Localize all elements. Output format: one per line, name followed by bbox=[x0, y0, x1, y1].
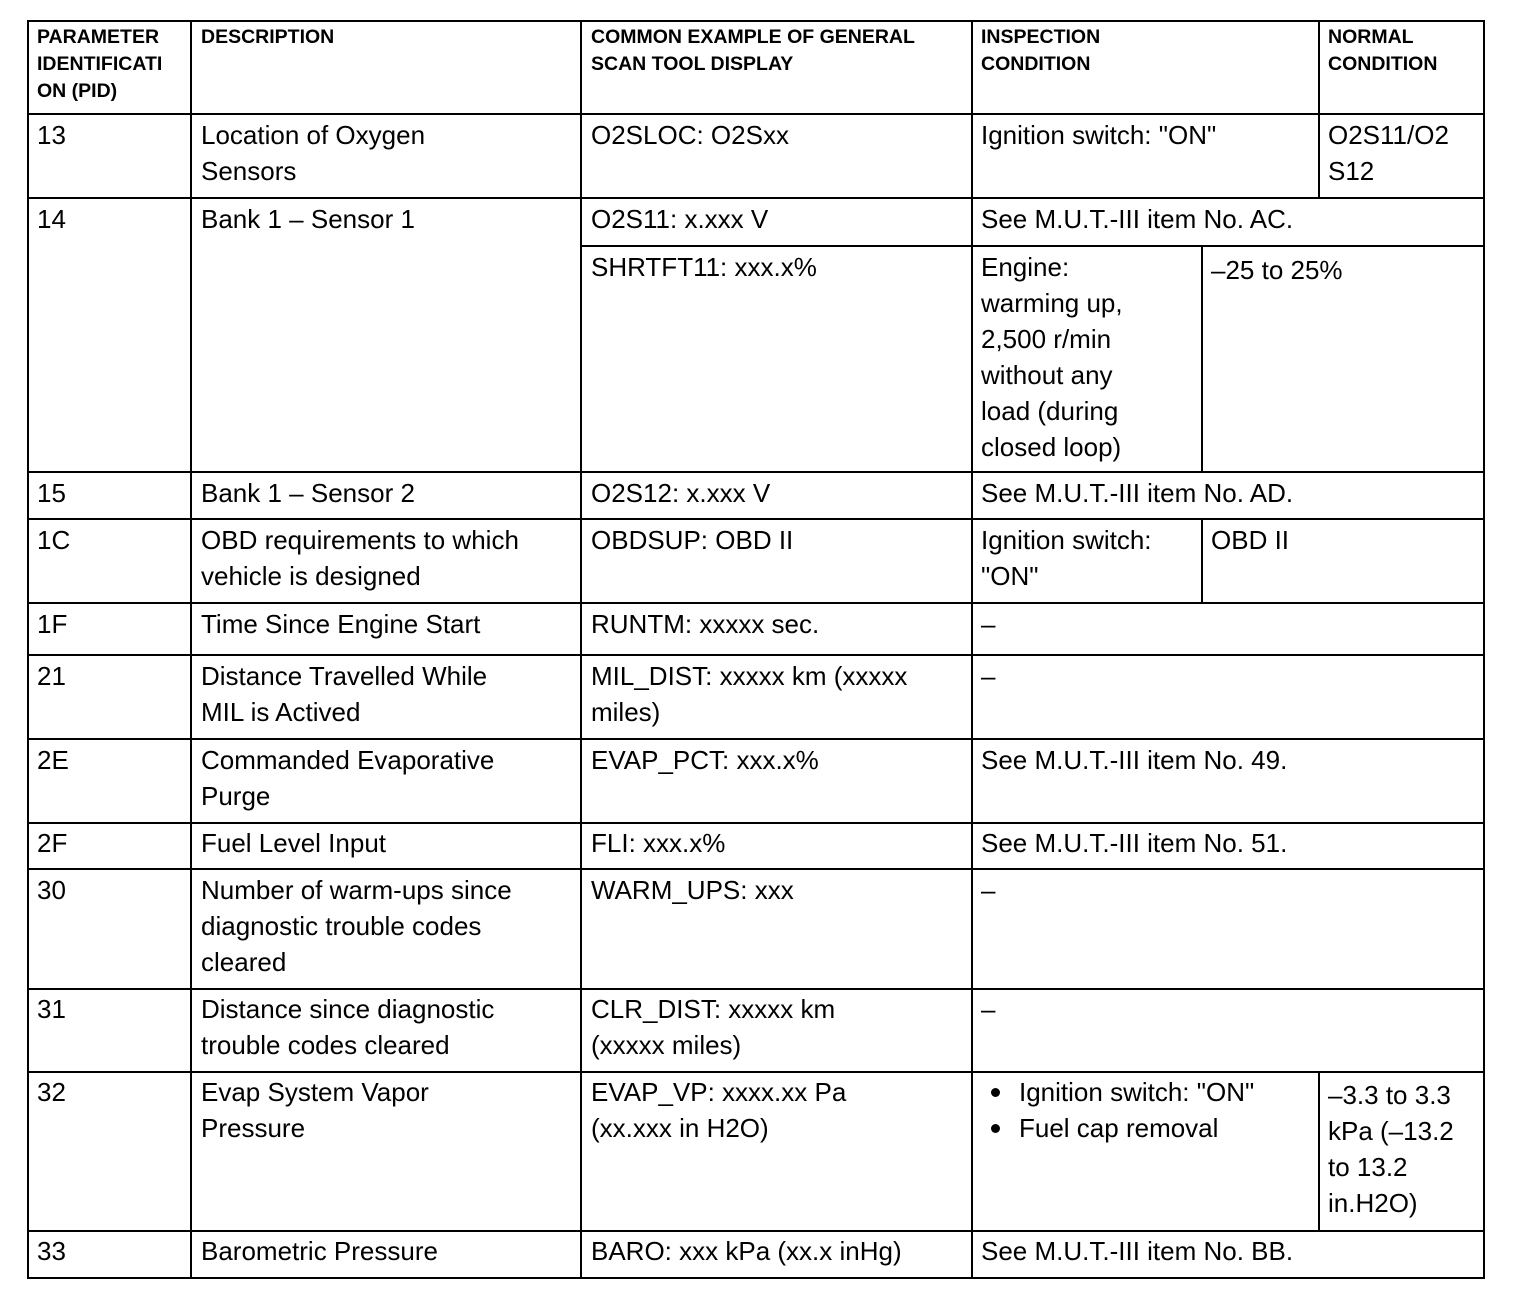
bullet-text: Ignition switch: "ON" bbox=[1019, 1077, 1255, 1107]
description-cell: Barometric Pressure bbox=[201, 1236, 438, 1266]
inspection-bullet-list bbox=[981, 1074, 1254, 1146]
row-divider bbox=[27, 197, 1485, 199]
display-cell: MIL_DIST: xxxxx km (xxxxx miles) bbox=[591, 661, 908, 727]
column-divider-normal bbox=[1201, 518, 1203, 604]
header-normal-condition: NORMAL CONDITION bbox=[1328, 26, 1438, 75]
table-border-bottom bbox=[27, 1277, 1485, 1279]
bullet-icon bbox=[991, 1124, 1000, 1133]
description-cell: Number of warm-ups since diagnostic trouble codes cleared bbox=[201, 875, 512, 977]
condition-spanned-cell: See M.U.T.-III item No. 49. bbox=[981, 745, 1288, 775]
pid-cell: 1F bbox=[37, 609, 68, 639]
column-divider bbox=[580, 20, 582, 1279]
subrow-divider bbox=[580, 245, 1485, 247]
header-inspection-condition: INSPECTION CONDITION bbox=[981, 26, 1101, 75]
row-divider bbox=[27, 822, 1485, 824]
table-border-left bbox=[27, 20, 29, 1279]
condition-spanned-cell: See M.U.T.-III item No. AC. bbox=[981, 204, 1294, 234]
inspection-cell: Ignition switch: "ON" bbox=[981, 120, 1217, 150]
description-cell: Time Since Engine Start bbox=[201, 609, 481, 639]
condition-spanned-cell: See M.U.T.-III item No. AD. bbox=[981, 478, 1294, 508]
display-cell: O2SLOC: O2Sxx bbox=[591, 120, 789, 150]
row-divider bbox=[27, 868, 1485, 870]
pid-cell: 31 bbox=[37, 994, 66, 1024]
row-divider bbox=[27, 988, 1485, 990]
pid-cell: 2F bbox=[37, 828, 68, 858]
table-border-right bbox=[1483, 20, 1485, 1279]
display-cell: FLI: xxx.x% bbox=[591, 828, 726, 858]
inspection-cell: Engine: warming up, 2,500 r/min without any load (during closed loop) bbox=[981, 252, 1123, 462]
column-divider-normal bbox=[1318, 20, 1320, 199]
display-cell: WARM_UPS: xxx bbox=[591, 875, 794, 905]
description-cell: Evap System Vapor Pressure bbox=[201, 1077, 429, 1143]
row-divider bbox=[27, 518, 1485, 520]
column-divider bbox=[190, 20, 192, 1279]
description-cell: Distance Travelled While MIL is Actived bbox=[201, 661, 488, 727]
column-divider-normal bbox=[1318, 1071, 1320, 1232]
normal-cell: –25 to 25% bbox=[1211, 255, 1343, 285]
bullet-item bbox=[981, 1074, 1254, 1110]
normal-cell: –3.3 to 3.3 kPa (–13.2 to 13.2 in.H2O) bbox=[1328, 1080, 1454, 1218]
display-cell: RUNTM: xxxxx sec. bbox=[591, 609, 820, 639]
pid-cell: 14 bbox=[37, 204, 66, 234]
column-divider-normal bbox=[1201, 245, 1203, 473]
description-cell: OBD requirements to which vehicle is designed bbox=[201, 525, 519, 591]
row-divider bbox=[27, 113, 1485, 115]
display-cell: EVAP_PCT: xxx.x% bbox=[591, 745, 819, 775]
condition-spanned-cell: – bbox=[981, 609, 996, 639]
display-cell: CLR_DIST: xxxxx km (xxxxx miles) bbox=[591, 994, 836, 1060]
description-cell: Distance since diagnostic trouble codes cleared bbox=[201, 994, 495, 1060]
display-cell: O2S12: x.xxx V bbox=[591, 478, 771, 508]
display-cell: BARO: xxx kPa (xx.x inHg) bbox=[591, 1236, 902, 1266]
description-cell: Fuel Level Input bbox=[201, 828, 387, 858]
description-cell: Bank 1 – Sensor 2 bbox=[201, 478, 415, 508]
header-pid: PARAMETER IDENTIFICATI ON (PID) bbox=[37, 26, 163, 102]
display-cell: OBDSUP: OBD II bbox=[591, 525, 794, 555]
row-divider bbox=[27, 602, 1485, 604]
pid-cell: 21 bbox=[37, 661, 66, 691]
column-divider bbox=[971, 20, 973, 1279]
row-divider bbox=[27, 654, 1485, 656]
bullet-text: Fuel cap removal bbox=[1019, 1113, 1219, 1143]
pid-cell: 1C bbox=[37, 525, 71, 555]
description-cell: Commanded Evaporative Purge bbox=[201, 745, 495, 811]
normal-cell: OBD II bbox=[1211, 525, 1290, 555]
pid-cell: 30 bbox=[37, 875, 66, 905]
description-cell: Bank 1 – Sensor 1 bbox=[201, 204, 415, 234]
condition-spanned-cell: See M.U.T.-III item No. BB. bbox=[981, 1236, 1294, 1266]
row-divider bbox=[27, 738, 1485, 740]
normal-cell: O2S11/O2 S12 bbox=[1328, 120, 1449, 186]
bullet-icon bbox=[991, 1088, 1000, 1097]
pid-cell: 15 bbox=[37, 478, 66, 508]
condition-spanned-cell: – bbox=[981, 661, 996, 691]
condition-spanned-cell: – bbox=[981, 994, 996, 1024]
pid-cell: 33 bbox=[37, 1236, 66, 1266]
inspection-cell: Ignition switch: "ON" bbox=[981, 525, 1152, 591]
pid-cell: 2E bbox=[37, 745, 69, 775]
display-cell: EVAP_VP: xxxx.xx Pa (xx.xxx in H2O) bbox=[591, 1077, 847, 1143]
description-cell: Location of Oxygen Sensors bbox=[201, 120, 426, 186]
header-scan-tool-display: COMMON EXAMPLE OF GENERAL SCAN TOOL DISPLAY bbox=[591, 26, 915, 75]
bullet-item bbox=[981, 1110, 1254, 1146]
display-cell: SHRTFT11: xxx.x% bbox=[591, 252, 817, 282]
pid-cell: 13 bbox=[37, 120, 66, 150]
condition-spanned-cell: – bbox=[981, 875, 996, 905]
pid-cell: 32 bbox=[37, 1077, 66, 1107]
row-divider bbox=[27, 1230, 1485, 1232]
display-cell: O2S11: x.xxx V bbox=[591, 204, 769, 234]
table-border-top bbox=[27, 20, 1485, 22]
condition-spanned-cell: See M.U.T.-III item No. 51. bbox=[981, 828, 1288, 858]
header-description: DESCRIPTION bbox=[201, 26, 335, 48]
row-divider bbox=[27, 471, 1485, 473]
row-divider bbox=[27, 1071, 1485, 1073]
